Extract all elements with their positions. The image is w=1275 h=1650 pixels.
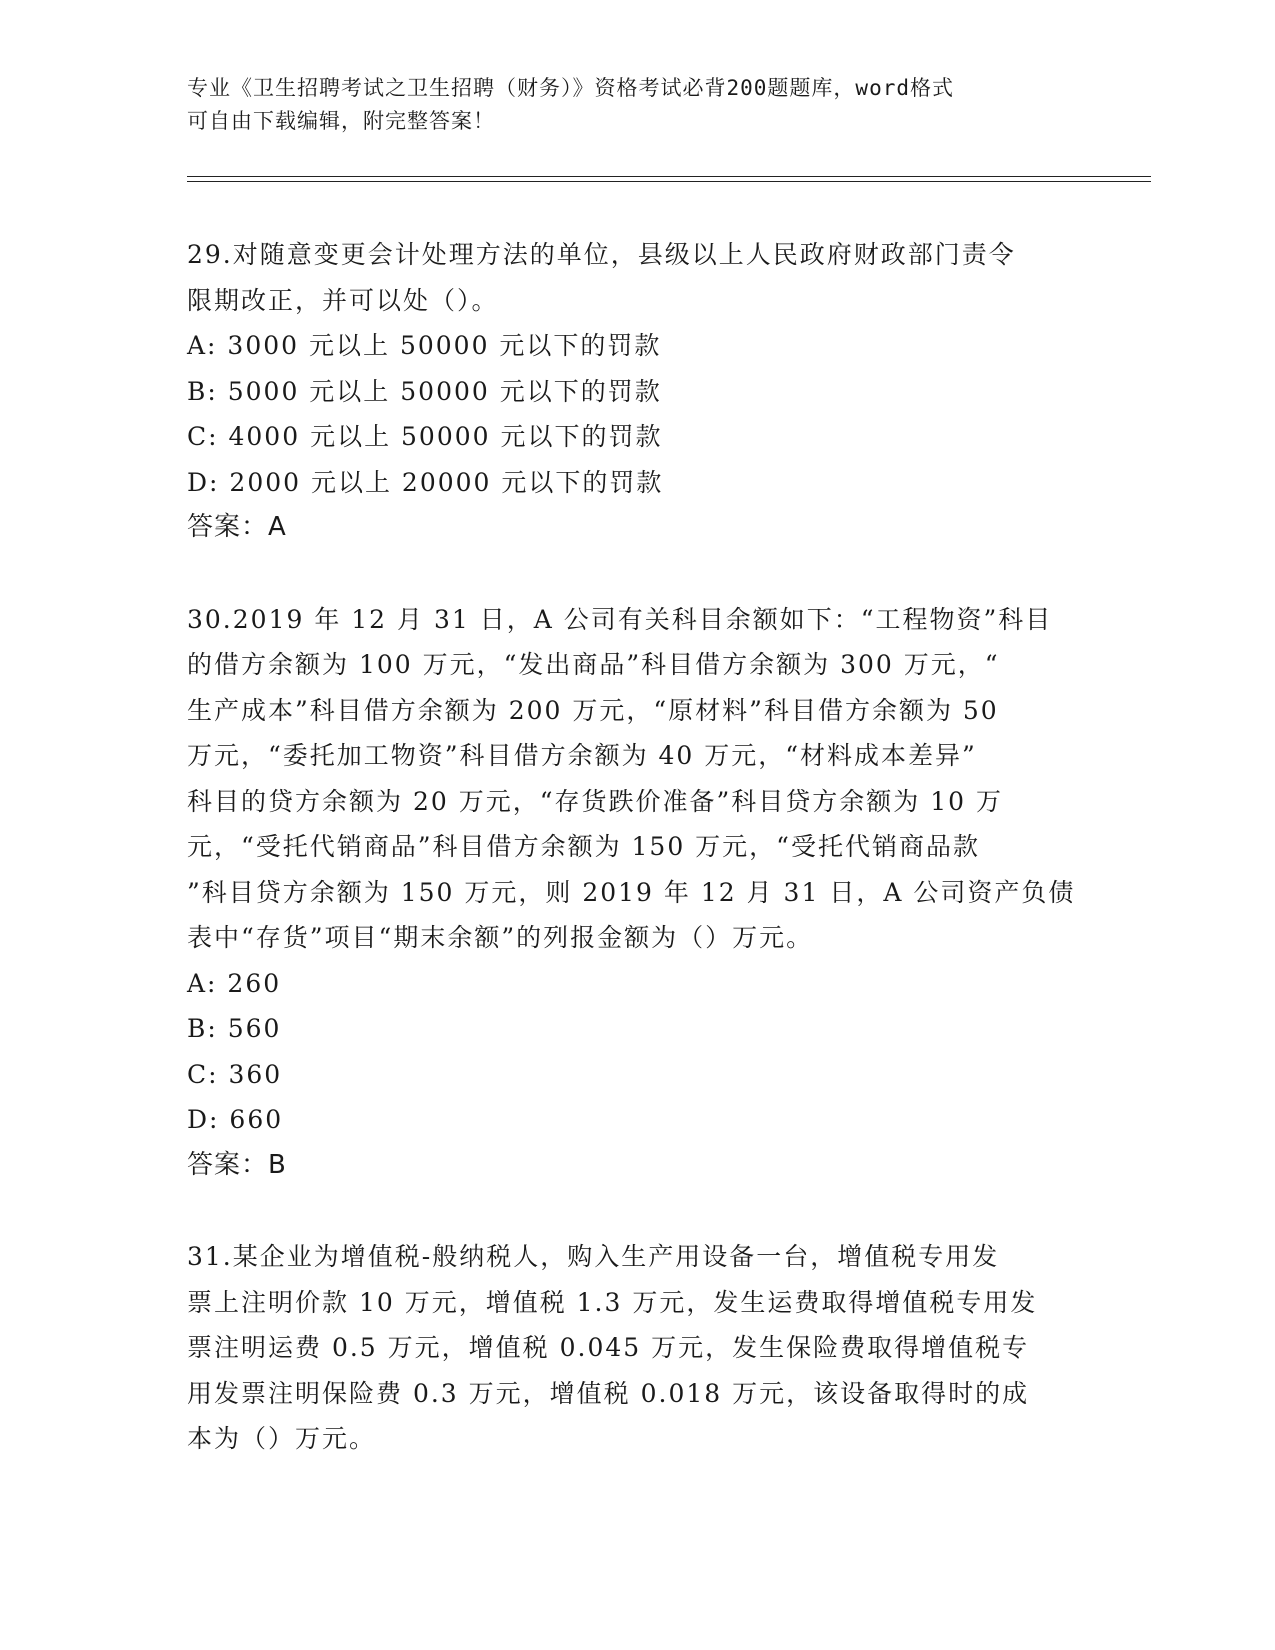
option-c: C: 4000 元以上 50000 元以下的罚款 xyxy=(187,422,663,451)
question-text-line: 票上注明价款 10 万元，增值税 1.3 万元，发生运费取得增值税专用发 xyxy=(187,1287,1038,1317)
question-text-line: 限期改正，并可以处（）。 xyxy=(187,285,499,315)
question-text-line: 29.对随意变更会计处理方法的单位，县级以上人民政府财政部门责令 xyxy=(187,240,1016,269)
question-text-line: 用发票注明保险费 0.3 万元，增值税 0.018 万元，该设备取得时的成 xyxy=(187,1378,1030,1408)
question-text-line: 本为（）万元。 xyxy=(187,1424,377,1453)
option-d: D: 2000 元以上 20000 元以下的罚款 xyxy=(187,467,664,497)
question-text xyxy=(187,232,1067,323)
question-text xyxy=(187,597,1076,961)
question-text-line: ”科目贷方余额为 150 万元，则 2019 年 12 月 31 日，A 公司资产负债 xyxy=(187,877,1076,907)
document-header xyxy=(187,72,1067,138)
option-b: B: 5000 元以上 50000 元以下的罚款 xyxy=(187,376,662,406)
option-a: A: 260 xyxy=(187,968,282,998)
header-divider-top xyxy=(187,176,1151,177)
question-text-line: 票注明运费 0.5 万元，增值税 0.045 万元，发生保险费取得增值税专 xyxy=(187,1333,1030,1362)
option-list xyxy=(187,323,1067,505)
option-d: D: 660 xyxy=(187,1105,284,1134)
option-a: A: 3000 元以上 50000 元以下的罚款 xyxy=(187,331,662,360)
question-text-line: 30.2019 年 12 月 31 日，A 公司有关科目余额如下：“工程物资”科目 xyxy=(187,604,1053,634)
option-list xyxy=(187,961,1067,1143)
question-text-line: 31.某企业为增值税-般纳税人，购入生产用设备一台，增值税专用发 xyxy=(187,1242,1000,1271)
option-b: B: 560 xyxy=(187,1014,282,1043)
question-30 xyxy=(187,597,1076,1189)
header-line: 专业《卫生招聘考试之卫生招聘（财务）》资格考试必背200题题库，word格式 xyxy=(187,76,954,100)
question-list xyxy=(187,232,1076,1508)
question-text xyxy=(187,1234,1067,1462)
answer-label: 答案：A xyxy=(187,512,287,542)
answer-label: 答案：B xyxy=(187,1149,287,1180)
question-text-line: 科目的贷方余额为 20 万元，“存货跌价准备”科目贷方余额为 10 万 xyxy=(187,786,1003,816)
header-line: 可自由下载编辑，附完整答案！ xyxy=(187,109,495,133)
question-text-line: 万元，“委托加工物资”科目借方余额为 40 万元，“材料成本差异” xyxy=(187,741,977,770)
question-text-line: 的借方余额为 100 万元，“发出商品”科目借方余额为 300 万元，“ xyxy=(187,650,1000,679)
question-31 xyxy=(187,1234,1067,1462)
question-29 xyxy=(187,232,1067,551)
question-text-line: 生产成本”科目借方余额为 200 万元，“原材料”科目借方余额为 50 xyxy=(187,695,999,725)
question-text-line: 表中“存货”项目“期末余额”的列报金额为（）万元。 xyxy=(187,923,814,952)
question-text-line: 元，“受托代销商品”科目借方余额为 150 万元，“受托代销商品款 xyxy=(187,832,980,861)
option-c: C: 360 xyxy=(187,1059,283,1089)
header-divider-bottom xyxy=(187,181,1151,182)
